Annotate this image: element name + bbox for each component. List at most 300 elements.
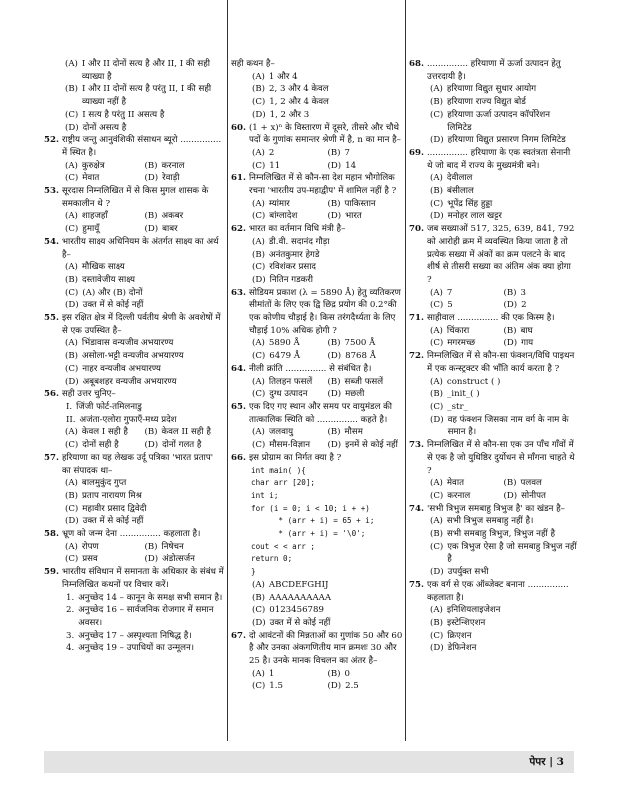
- answer-option: [65, 172, 145, 185]
- option-label: (B): [503, 325, 517, 336]
- option-pair: [231, 198, 403, 211]
- option-label: (B): [327, 668, 341, 679]
- option-text: उक्त में से कोई नहीं: [269, 617, 331, 628]
- option-text: केवल II सही है: [161, 427, 211, 438]
- question-number: 55.: [44, 313, 59, 324]
- option-label: (D): [144, 173, 159, 184]
- option-text: डी.वी. सदानंद गौड़ा: [268, 236, 330, 247]
- question: [409, 439, 577, 477]
- statement: [44, 630, 224, 643]
- question-text: निम्नलिखित में से कौन-सा देश महान भौगोलिक रचना 'भारतीय उप-महाद्वीप' में शामिल नहीं है ?: [248, 173, 397, 197]
- question: [231, 363, 403, 376]
- option-label: (B): [144, 211, 158, 222]
- option-label: (C): [65, 109, 79, 120]
- question-text: ............... हरियाणा के एक स्वतंत्रता सेनानी थे जो बाद में राज्य के मुख्यमंत्री बने।: [426, 147, 571, 171]
- answer-option: [145, 439, 225, 452]
- option-text: उक्त में से कोई नहीं: [82, 300, 144, 311]
- answer-option: [65, 439, 145, 452]
- option-text: उक्त में से कोई नहीं: [82, 516, 144, 527]
- option-text: मौखिक साक्ष्य: [81, 262, 125, 273]
- answer-option: [252, 376, 328, 389]
- answer-option: [409, 172, 577, 185]
- question-number: 52.: [44, 135, 59, 146]
- answer-option: [44, 122, 224, 135]
- option-text: 0123456789: [269, 605, 324, 616]
- question-text: राष्ट्रीय जन्तु आनुवंशिकी संसाधन ब्यूरो ............... में स्थित है।: [61, 135, 222, 158]
- option-text: I और II दोनों सत्य है परंतु II, I की सही व्याख्या नहीं है: [82, 84, 212, 108]
- option-text: हरियाणा विद्युत प्रसारण निगम लिमिटेड: [447, 135, 566, 146]
- answer-option: [65, 541, 145, 554]
- statement-text: अजंता-एलोरा गुफाएँ-मध्य प्रदेश: [79, 414, 177, 425]
- option-label: (B): [252, 249, 266, 260]
- statement-number: 3.: [66, 630, 75, 641]
- answer-option: [231, 261, 403, 274]
- question-number: 74.: [409, 503, 424, 514]
- option-label: (D): [65, 376, 79, 387]
- option-text: अबूबशहर वन्यजीव अभयारण्य: [82, 376, 177, 387]
- option-label: (A): [65, 427, 78, 438]
- answer-option: [252, 160, 328, 173]
- answer-option: [328, 388, 404, 401]
- option-pair: [44, 210, 224, 223]
- answer-option: [409, 642, 577, 655]
- option-pair: [409, 490, 577, 503]
- option-label: (B): [252, 592, 266, 603]
- option-label: (C): [430, 338, 444, 349]
- question-number: 73.: [409, 440, 424, 451]
- answer-option: [65, 223, 145, 236]
- option-label: (C): [252, 97, 266, 108]
- option-pair: [231, 426, 403, 439]
- option-pair: [409, 287, 577, 300]
- option-text: प्रताप नारायण मिश्र: [82, 490, 142, 501]
- question: [409, 579, 577, 604]
- option-label: (D): [144, 440, 159, 451]
- answer-option: [409, 630, 577, 643]
- option-text: रविशंकर प्रसाद: [269, 262, 316, 273]
- option-pair: [409, 477, 577, 490]
- option-label: (B): [430, 529, 444, 540]
- answer-option: [504, 477, 578, 490]
- page-label: पेपर | 3: [529, 756, 564, 768]
- question-text: सोडियम प्रकाश (λ = 5890 Å) हेतु व्यतिकरण सीमांतों के लिए एक द्वि छिद्र प्रयोग की 0.2°की एक कोणीय चौड़ाई है। किस तरंगदैर्ध्यता के लिए चौड़ाई 10% अधिक होगी ?: [248, 287, 401, 336]
- statement: [44, 604, 224, 629]
- question-number: 65.: [231, 401, 246, 412]
- question-text: सूरदास निम्नलिखित में से किस मुगल शासक के समकालीन थे ?: [61, 186, 209, 209]
- option-text: दस्तावेजीय साक्ष्य: [82, 274, 136, 285]
- answer-option: [252, 198, 328, 211]
- option-label: (C): [252, 605, 266, 616]
- question: [409, 58, 577, 83]
- option-label: (B): [65, 274, 79, 285]
- question: [409, 350, 577, 375]
- option-pair: [231, 337, 403, 350]
- question: [409, 147, 577, 172]
- option-pair: [44, 172, 224, 185]
- option-label: (D): [327, 160, 342, 171]
- option-text: कुरुक्षेत्र: [81, 160, 105, 171]
- answer-option: [430, 477, 504, 490]
- answer-option: [409, 134, 577, 147]
- option-pair: [231, 439, 403, 452]
- answer-option: [409, 83, 577, 96]
- option-text: 14: [345, 160, 357, 171]
- answer-option: [252, 210, 328, 223]
- statement-text: अनुच्छेद 17 – अस्पृश्यता निषिद्ध है।: [78, 630, 192, 641]
- option-text: मनोहर लाल खट्टर: [447, 211, 502, 222]
- question-text: इस प्रोग्राम का निर्गत क्या है ?: [248, 452, 342, 463]
- answer-option: [430, 287, 504, 300]
- option-text: गाय: [521, 338, 534, 349]
- option-text: अनंतकुमार हेगडे: [269, 249, 320, 260]
- option-text: _init_( ): [447, 389, 480, 400]
- option-pair: [44, 223, 224, 236]
- option-text: मेवात: [82, 173, 100, 184]
- answer-option: [328, 350, 404, 363]
- answer-option: [44, 515, 224, 528]
- option-label: (D): [327, 440, 342, 451]
- option-label: (C): [430, 300, 444, 311]
- option-label: (C): [252, 262, 266, 273]
- question-text: भारत का वर्तमान विधि मंत्री है–: [248, 224, 346, 235]
- question: [44, 236, 224, 261]
- question-number: 63.: [231, 287, 246, 298]
- option-text: एक त्रिभुज ऐसा है जो समबाहु त्रिभुज नहीं है: [447, 541, 577, 565]
- option-text: क्रिएशन: [447, 630, 472, 641]
- question-number: 64.: [231, 363, 246, 374]
- answer-option: [430, 325, 504, 338]
- answer-option: [231, 604, 403, 617]
- option-label: (C): [65, 503, 79, 514]
- option-label: (A): [252, 198, 265, 209]
- option-text: 3: [520, 287, 526, 298]
- option-label: (C): [65, 440, 79, 451]
- option-label: (D): [503, 338, 518, 349]
- option-text: नितिन गडकरी: [269, 274, 314, 285]
- option-label: (B): [327, 338, 341, 349]
- answer-option: [328, 337, 404, 350]
- option-label: (C): [252, 440, 266, 451]
- question-text: (1 + x)ⁿ के विस्तारण में दूसरे, तीसरे और चौथे पदों के गुणांक समान्तर श्रेणी में है, n का मान है–: [248, 122, 401, 146]
- option-text: मेवात: [446, 478, 464, 489]
- question: [44, 528, 224, 541]
- option-text: मछली: [345, 389, 365, 400]
- answer-option: [231, 592, 403, 605]
- question-text: निम्नलिखित में से कौन-सा एक उन पाँच गाँवों में से एक है जो युधिष्ठिर दुर्योधन से माँगना चाहते थे ?: [426, 440, 575, 476]
- option-text: 1 और 4: [268, 71, 298, 82]
- option-text: इनिशियलाइजेशन: [446, 605, 501, 616]
- option-label: (D): [430, 211, 444, 222]
- option-label: (C): [65, 287, 79, 298]
- answer-option: [231, 579, 403, 592]
- option-text: बंसीलाल: [447, 186, 474, 197]
- option-text: 1.5: [269, 681, 283, 692]
- answer-option: [44, 490, 224, 503]
- question-text: इस रक्षित क्षेत्र में दिल्ली पर्वतीय श्रेणी के अवशेषों में से एक उपस्थित है–: [61, 313, 221, 336]
- option-pair: [231, 680, 403, 693]
- option-pair: [409, 337, 577, 350]
- answer-option: [409, 617, 577, 630]
- option-label: (D): [327, 681, 342, 692]
- option-text: 11: [269, 160, 281, 171]
- option-label: (C): [252, 351, 266, 362]
- option-text: चिंकारा: [446, 325, 470, 336]
- answer-option: [409, 109, 577, 134]
- answer-option: [328, 147, 404, 160]
- option-text: शाहजहाँ: [81, 211, 108, 222]
- statement-text: जिंजी फोर्ट-तमिलनाडु: [76, 401, 142, 412]
- answer-option: [231, 71, 403, 84]
- option-text: करनाल: [447, 490, 471, 501]
- question-number: 69.: [409, 147, 424, 158]
- option-text: 2: [268, 147, 275, 158]
- option-label: (A): [252, 579, 265, 590]
- answer-option: [145, 553, 225, 566]
- option-text: अंडोत्सर्जन: [162, 554, 195, 565]
- option-label: (C): [430, 109, 444, 120]
- option-text: इनमें से कोई नहीं: [345, 440, 398, 451]
- option-text: 7: [446, 287, 453, 298]
- question-number: 59.: [44, 567, 59, 578]
- answer-option: [430, 299, 504, 312]
- question: [44, 185, 224, 210]
- statement-text: अनुच्छेद 19 – उपाधियों का उन्मूलन।: [78, 643, 194, 654]
- option-label: (A): [430, 376, 443, 387]
- question: [231, 401, 403, 426]
- option-label: (D): [430, 135, 444, 146]
- option-label: (B): [144, 160, 158, 171]
- option-label: (A): [430, 605, 443, 616]
- answer-option: [44, 83, 224, 108]
- statement: [44, 401, 224, 414]
- answer-option: [145, 160, 225, 173]
- question: [231, 223, 403, 236]
- question: [44, 566, 224, 591]
- option-label: (B): [327, 376, 341, 387]
- option-label: (D): [144, 224, 159, 235]
- option-label: (B): [430, 97, 444, 108]
- option-label: (A): [65, 338, 78, 349]
- question-text: हरियाणा का यह लेखक उर्दू पत्रिका 'भारत प्रताप' का संपादक था–: [61, 452, 214, 476]
- code-line: for (i = 0; i < 10; i + +): [251, 503, 370, 513]
- option-text: भिंडावास वन्यजीव अभयारण्य: [81, 338, 174, 349]
- option-label: (B): [65, 490, 79, 501]
- option-pair: [231, 160, 403, 173]
- answer-option: [409, 388, 577, 401]
- option-label: (D): [503, 300, 518, 311]
- option-pair: [231, 668, 403, 681]
- option-label: (A): [252, 668, 265, 679]
- option-label: (C): [430, 490, 444, 501]
- option-text: दुग्ध उत्पादन: [269, 389, 308, 400]
- option-label: (B): [65, 84, 79, 95]
- answer-option: [65, 160, 145, 173]
- option-label: (D): [65, 516, 79, 527]
- option-text: महावीर प्रसाद द्विवेदी: [82, 503, 147, 514]
- question-text: साहीवाल ............... की एक किस्म है।: [426, 313, 555, 324]
- option-label: (C): [252, 681, 266, 692]
- column-3: [409, 58, 577, 655]
- question: [409, 503, 577, 516]
- answer-option: [145, 210, 225, 223]
- column-2: [231, 58, 403, 693]
- option-label: (D): [327, 211, 342, 222]
- answer-option: [409, 210, 577, 223]
- answer-option: [252, 388, 328, 401]
- answer-option: [44, 274, 224, 287]
- option-label: (C): [430, 401, 444, 412]
- option-label: (D): [252, 109, 266, 120]
- option-label: (A): [430, 84, 443, 95]
- option-text: रोपण: [81, 541, 99, 552]
- question: [409, 312, 577, 325]
- answer-option: [252, 147, 328, 160]
- option-text: 2, 3 और 4 केवल: [269, 84, 329, 95]
- code-line: int i;: [251, 490, 279, 500]
- option-label: (B): [144, 541, 158, 552]
- question-number: 62.: [231, 224, 246, 235]
- question-number: 70.: [409, 224, 424, 235]
- option-text: प्रसव: [82, 554, 98, 565]
- answer-option: [504, 325, 578, 338]
- option-label: (C): [430, 630, 444, 641]
- option-text: दोनों असत्य है: [82, 122, 127, 133]
- option-label: (B): [327, 147, 341, 158]
- option-text: पाकिस्तान: [344, 198, 376, 209]
- option-label: (A): [252, 71, 265, 82]
- option-text: 1, 2 और 3: [269, 109, 310, 120]
- option-label: (D): [430, 567, 444, 578]
- question: [231, 452, 403, 465]
- option-label: (A): [65, 160, 78, 171]
- option-label: (A): [430, 478, 443, 489]
- question-text: भारतीय संविधान में समानता के अधिकार के संबंध में निम्नलिखित कथनों पर विचार करें।: [61, 567, 224, 590]
- option-text: (A) और (B) दोनों: [82, 287, 143, 298]
- option-label: (B): [327, 427, 341, 438]
- answer-option: [145, 223, 225, 236]
- option-label: (D): [252, 617, 266, 628]
- option-text: 1: [268, 668, 275, 679]
- question: [231, 630, 403, 668]
- option-text: 1, 2 और 4 केवल: [269, 97, 329, 108]
- option-label: (D): [327, 389, 342, 400]
- question: [44, 452, 224, 477]
- option-pair: [231, 388, 403, 401]
- option-text: इस्टेन्शिएशन: [447, 617, 486, 628]
- answer-option: [44, 261, 224, 274]
- option-text: केवल I सही है: [81, 427, 128, 438]
- option-label: (A): [430, 287, 443, 298]
- answer-option: [231, 236, 403, 249]
- option-pair: [44, 541, 224, 554]
- option-text: 6479 Å: [269, 351, 301, 362]
- code-line: char arr [20];: [251, 478, 316, 488]
- answer-option: [430, 337, 504, 350]
- option-pair: [231, 210, 403, 223]
- statement-text: अनुच्छेद 16 – सार्वजनिक रोजगार में समान अवसर।: [78, 605, 214, 628]
- answer-option: [252, 337, 328, 350]
- answer-option: [409, 401, 577, 414]
- answer-option: [252, 668, 328, 681]
- answer-option: [231, 96, 403, 109]
- option-label: (D): [65, 122, 79, 133]
- question-text: भारतीय साक्ष्य अधिनियम के अंतर्गत साक्ष्य का अर्थ है–: [61, 236, 219, 260]
- answer-option: [328, 680, 404, 693]
- option-label: (B): [65, 351, 79, 362]
- answer-option: [328, 376, 404, 389]
- code-line: int main( ){: [251, 465, 306, 475]
- option-label: (A): [65, 59, 78, 69]
- option-text: अकबर: [161, 211, 184, 222]
- answer-option: [44, 58, 224, 83]
- option-label: (A): [430, 516, 443, 527]
- question-number: 60.: [231, 122, 246, 133]
- question-number: 58.: [44, 529, 59, 540]
- option-label: (C): [430, 198, 444, 209]
- question: [231, 122, 403, 147]
- option-label: (D): [503, 490, 518, 501]
- answer-option: [231, 109, 403, 122]
- option-label: (C): [65, 363, 79, 374]
- code-line: * (arr + i) = '\0';: [251, 529, 366, 539]
- option-pair: [409, 325, 577, 338]
- option-label: (C): [65, 173, 79, 184]
- option-label: (B): [252, 84, 266, 95]
- column-1: [44, 58, 224, 655]
- answer-option: [409, 541, 577, 566]
- option-label: (A): [430, 173, 443, 184]
- option-text: 5: [447, 300, 453, 311]
- option-pair: [231, 350, 403, 363]
- option-label: (C): [252, 160, 266, 171]
- option-label: (A): [430, 325, 443, 336]
- question: [409, 223, 577, 287]
- option-label: (A): [252, 338, 265, 349]
- question-number: 68.: [409, 59, 424, 69]
- question-text: जब सख्याओं 517, 325, 639, 841, 792 को आरोही क्रम में व्यवस्थित किया जाता है तो प्रत्येक सख्या में अंकों का क्रम पलटने के बाद शीर्ष से तीसरी सख्या का अंतिम अंक क्या होगा ?: [426, 224, 575, 285]
- option-text: _str_: [447, 401, 468, 412]
- answer-option: [409, 528, 577, 541]
- answer-option: [409, 566, 577, 579]
- answer-option: [44, 363, 224, 376]
- option-label: (A): [65, 541, 78, 552]
- question: [231, 172, 403, 197]
- option-label: (C): [252, 211, 266, 222]
- statement-number: 4.: [66, 643, 75, 654]
- statement-number: I.: [66, 401, 73, 412]
- answer-option: [504, 490, 578, 503]
- question-number: 75.: [409, 579, 424, 590]
- option-text: देवीलाल: [446, 173, 473, 184]
- option-label: (A): [252, 427, 265, 438]
- answer-option: [65, 210, 145, 223]
- option-text: बांग्लादेश: [269, 211, 298, 222]
- answer-option: [252, 350, 328, 363]
- answer-option: [252, 439, 328, 452]
- option-text: मगरमच्छ: [447, 338, 476, 349]
- option-text: दोनों सही है: [82, 440, 119, 451]
- question-text: 'सभी त्रिभुज समबाहु त्रिभुज है' का खंडन है–: [426, 503, 565, 514]
- answer-option: [231, 617, 403, 630]
- question: [44, 312, 224, 337]
- option-text: सभी त्रिभुज समबाहु नहीं है।: [446, 516, 534, 527]
- question-number: 71.: [409, 313, 424, 324]
- option-text: बालमुकुंद गुप्त: [81, 478, 127, 489]
- answer-option: [44, 477, 224, 490]
- statement: [44, 642, 224, 655]
- option-label: (A): [65, 211, 78, 222]
- option-pair: [231, 147, 403, 160]
